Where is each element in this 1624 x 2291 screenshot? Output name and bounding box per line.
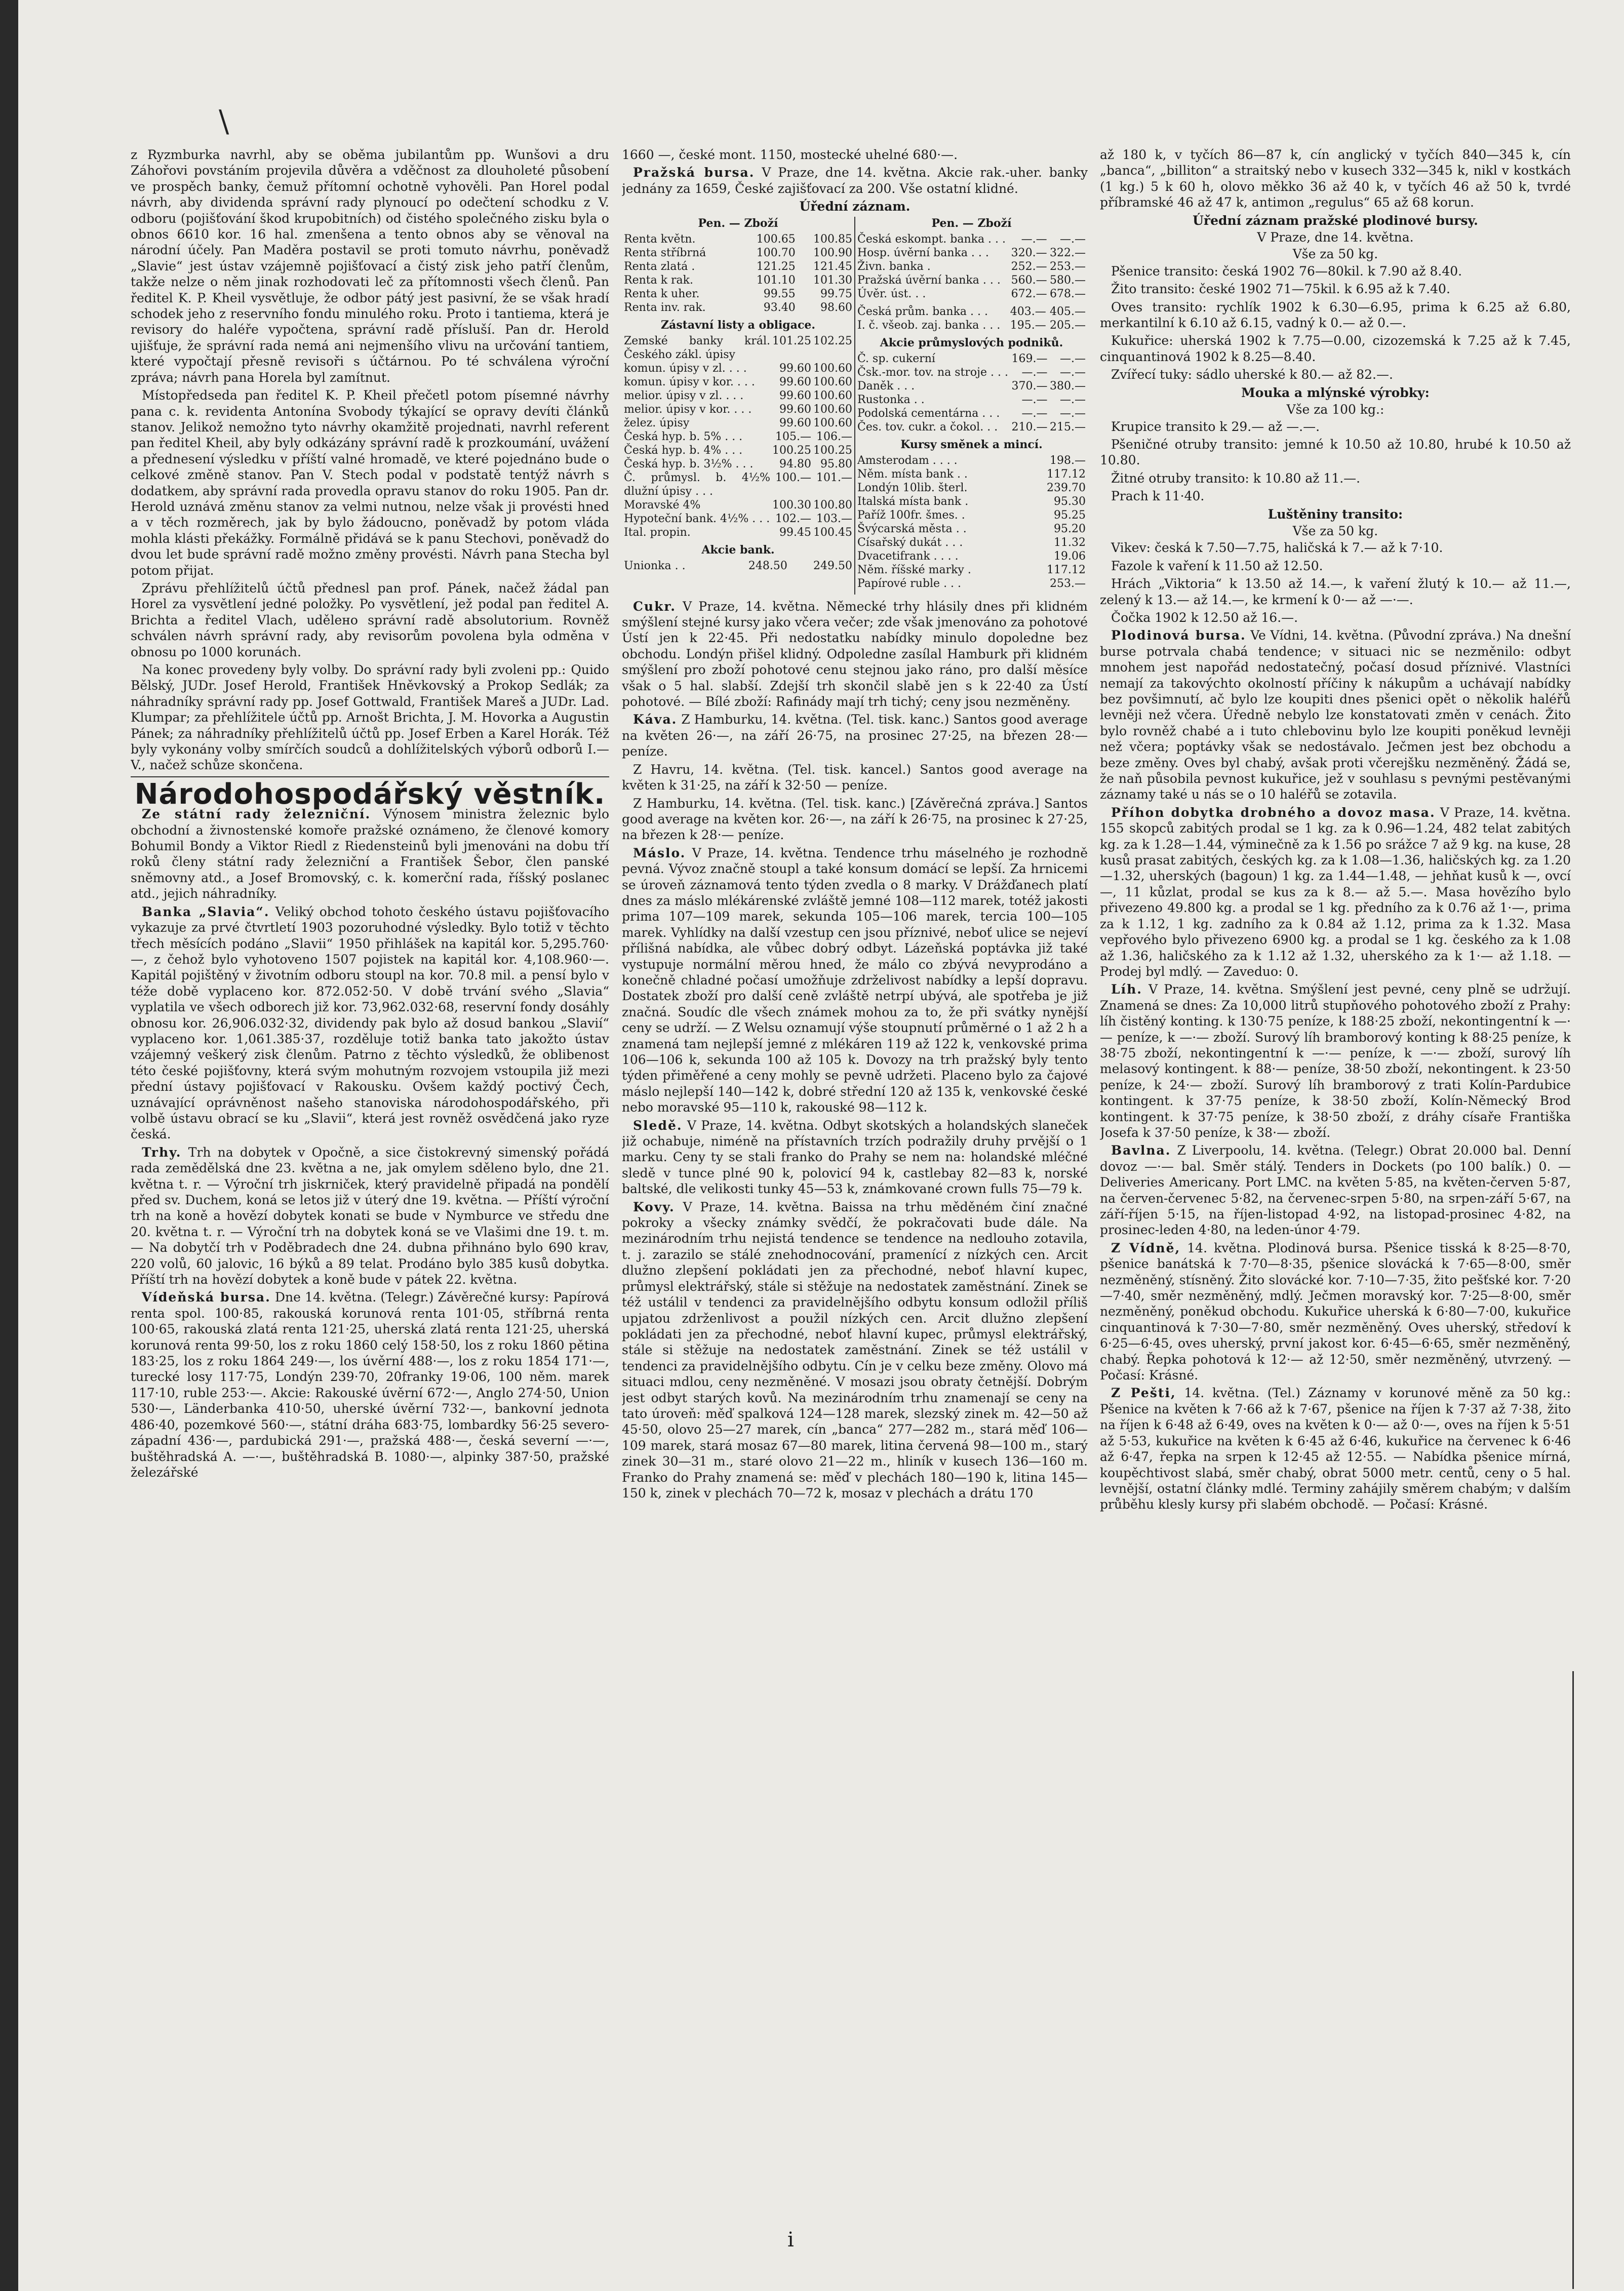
row-value: 215.— xyxy=(1050,420,1086,433)
table-row xyxy=(623,375,853,389)
article-paragraph: z Ryzmburka navrhl, aby se oběma jubilantům pp. Wunšovi a dru Záhořovi povstáním projevila důvěra a vděčnost za dlouholeté působení ve prospěch banky, čemuž přítomní ochotně vyhověli. Pan Horel podal návrh, aby dividenda správní rady plynoucí po odečtení schodku z V. odboru (pojišťování škod krupobitních) od čistého společného zisku byla o obnos 6610 kor. 16 hal. zmenšena a tento obnos aby se věnoval na národní účely. Pan Maděra postavil se proti tomuto návrhu, poněvadž „Slavie“ jest ústav vzájemně pojišťovací a čistý zisk jeho patří členům, takže nelze o něm jinak rozhodovati leč za přítomnosti všech členů. Pan ředitel K. P. Kheil vysvětluje, že odbor pátý jest pasivní, že se však hradí schodek jeho z reservního fondu minulého roku. Proto i tantiema, která je revisory do haléře vypočtena, správní radě přísluší. Pan dr. Herold ujišťuje, že správní rada nemá ani nejmenšího vlivu na určování tantiem, které vypočtají přesně revisoři s účtárnou. Po té schválena výroční zpráva; návrh pana Horela byl zamítnut. xyxy=(131,147,609,385)
table-row xyxy=(856,305,1087,319)
row-value: 117.12 xyxy=(1047,563,1086,576)
article-heading: Pražská bursa. xyxy=(633,165,755,180)
row-value: 253.— xyxy=(1050,260,1086,273)
article-heading: Z Pešti, xyxy=(1111,1386,1176,1401)
table-row xyxy=(623,512,853,526)
price-line: Pšeničné otruby transito: jemné k 10.50 až 10.80, hrubé k 10.50 až 10.80. xyxy=(1100,437,1571,468)
article-paragraph: až 180 k, v tyčích 86—87 k, cín anglický v tyčích 840—345 k, cín „banca“, „billiton“ a straitský nebo v kusech 332—345 k, nikl v kostkách (1 kg.) 5 k 60 h, olovo měkko 36 až 40 k, v tyčích 46 až 50 k, tvrdé příbramské 46 až 47 k, antimon „regulus“ 65 až 68 korun. xyxy=(1100,147,1571,210)
row-label: Česká hyp. b. 4% . . . xyxy=(624,444,743,457)
table-row xyxy=(856,508,1087,522)
row-value: 101.— xyxy=(816,471,852,484)
exchange-rates-table xyxy=(622,217,1088,595)
margin-rule xyxy=(1572,1671,1574,2289)
row-value: 672.— xyxy=(1011,287,1047,300)
row-label: Hypoteční bank. 4½% . . . xyxy=(624,512,770,525)
row-label: Živn. banka . xyxy=(857,260,931,273)
article-heading: Trhy. xyxy=(142,1144,182,1160)
row-value: 249.50 xyxy=(813,559,852,572)
column-header: Pen. — Zboží xyxy=(931,216,1012,230)
margin-tick-mark: \ xyxy=(219,104,229,139)
row-value: —.— xyxy=(1060,232,1086,246)
rates-list xyxy=(623,559,853,573)
row-value: 93.40 xyxy=(763,301,796,314)
article-text: 14. května. Plodinová bursa. Pšenice tisská k 8·25—8·70, pšenice banátská k 7·70—8·35, pšenice slovácká k 7·65—8·00, směr nezměněný, stísněný. Žito slovácké kor. 7·10—7·35, žito pešťské kor. 7·20—7·40, směr nezměněný, mdlý. Ječmen moravský kor. 7·25—8·00, směr nezměněný, poněkud obchodu. Kukuřice uherská k 6·80—7·00, kukuřice cinquantinová k 7·30—7·80, směr nezměněný. Oves uherský, středoví k 6·25—6·45, oves uherský, první jakost kor. 6·45—6·65, směr nezměněný, chabý. Řepka pohotová k 12·— až 12·50, směr nezměněný, utvrzený. — Počasí: Krásné. xyxy=(1100,1240,1571,1383)
row-label: Císařský dukát . . . xyxy=(857,536,963,549)
table-row xyxy=(856,577,1087,590)
row-value: 100.— xyxy=(775,471,812,484)
subsection-title: Akcie průmyslových podniků. xyxy=(880,336,1063,349)
row-value: 210.— xyxy=(1011,420,1048,433)
table-row xyxy=(623,273,853,287)
row-value: 100.60 xyxy=(813,389,852,402)
rates-list xyxy=(856,454,1087,590)
article-heading: Kovy. xyxy=(633,1199,675,1214)
article-paragraph: Zprávu přehlížitelů účtů přednesl pan prof. Pánek, načež žádal pan Horel za vysvětlení jedné položky. Po vysvětlení, jež podal pan ředitel A. Brichta a ředitel Vlach, udělено správní radě absolutorium. Rovněž schválen návrh správní rady, aby revisorům povolena byla odměna v obnosu po 1000 korunách. xyxy=(131,580,609,659)
article-heading: Máslo. xyxy=(633,845,686,860)
report-subtitle: V Praze, dne 14. května. xyxy=(1257,230,1414,245)
table-row xyxy=(856,366,1087,379)
row-value: 322.— xyxy=(1050,246,1086,259)
row-label: Čes. tov. cukr. a čokol. . . xyxy=(857,420,998,433)
row-value: 100.45 xyxy=(813,526,852,539)
row-label: Č. sp. cukerní xyxy=(857,352,935,365)
row-value: 253.— xyxy=(1050,577,1086,590)
row-value: 98.60 xyxy=(820,301,852,314)
table-right xyxy=(855,217,1088,595)
article-text: Veliký obchod tohoto českého ústavu pojišťovacího vykazuje za prvé čtvrtletí 1903 pozoruhodné výsledky. Bylo totiž v těchto třech měsících podáno „Slavii“ 1950 přihlášek na kapitál kor. 5,295.760·—, z čehož bylo vyhotoveno 1507 pojistek na kapitál kor. 4,108.960·—. Kapitál pojištěný v životním odboru stoupl na kor. 70.8 mil. a pensí bylo v téže době vyplaceno kor. 872.052·50. V době trvání svého „Slavia“ vyplatila ve všech odborech již kor. 73,962.032·68, reservní fondy dosáhly obnosu kor. 26,906.032·32, dividendy pak bylo až dosud bankou „Slavií“ vyplaceno kor. 1,061.385·37, rozděluje totiž banka tato jakožto ústav vzájemný veškerý zisk členům. Patrno z těchto výsledků, že oblibenost této české pojišťovny, která svým mohutným rozvojem vstoupila již mezi přední ústavy pojišťovací v Rakousku. Ovšem každý poctivý Čech, uznávající oprávněnost našeho stanoviska národohospodářského, při volbě ústavu obrací se ku „Slavii“, která jest rovněž osvědčená jako ryze česká. xyxy=(131,904,609,1142)
article-paragraph: Na konec provedeny byly volby. Do správní rady byli zvoleni pp.: Quido Bělský, JUDr. Josef Herold, František Hněvkovský a Prokop Sedlák; za náhradníky správní rady pp. Josef Gottwald, František Mareš a JUDr. Lad. Klumpar; za přehlížitele účtů pp. Arnošt Brichta, J. M. Hovorka a Augustin Pánek; za náhradníky přehlížitelů účtů pp. Josef Erben a Karel Horák. Též byly vykonány volby smírčích soudců a dohlížitelských výborů odborů I.—V., načež schůze skončena. xyxy=(131,662,609,773)
article-text: Trh na dobytek v Opočně, a sice čistokrevný simenský pořádá rada zemědělská dne 23. května a ne, jak omylem sděleno bylo, dne 21. května t. r. — Výroční trh jiskrniček, který pravidelně připadá na pondělí před sv. Duchem, koná se letos již v úterý dne 19. května. — Příští výroční trh na koně a hovězí dobytek konati se bude v Nymburce ve středu dne 20. května t. r. — Výroční trh na dobytek koná se ve Vlašimi dne 19. t. m. — Na dobytčí trh v Poděbradech dne 24. dubna přihnáno bylo 690 krav, 220 volů, 60 jalovic, 16 býků a 89 telat. Prodáno bylo 385 kusů dobytka. Příští trh na hovězí dobytek a koně bude v pátek 22. května. xyxy=(131,1144,609,1287)
row-value: 195.— xyxy=(1010,319,1046,332)
price-line: Pšenice transito: česká 1902 76—80kil. k 7.90 až 8.40. xyxy=(1111,263,1462,279)
article-text: V Praze, 14. května. Baissa na trhu měděném činí značné pokroky a všecky známky svědčí, že pokračovati bude dále. Na mezinárodním trhu nejistá tendence se tendence na nedlouho zotavila, t. j. zarazilo se stálé znehodnocování, pramenící z nízkých cen. Arcit dlužno zlepšení pokládati jen za přechodné, neboť hlavní kupec, průmysl elektrářský, stále si stěžuje na nedostatek zaměstnání. Zinek se též ustálil v tendenci za pravidelnějšího odbytu konsum odložil příliš upjatou zdrženlivost a použil nízkých cen. Arcit dlužno zlepšení pokládati jen za přechodné, neboť hlavní kupec, průmysl elektrářský, stále si stěžuje na nedostatek zaměstnání. Zinek se též ustálil v tendenci za pravidelnějšího odbytu. Cín je v celku beze změny. Olovo má situaci mdlou, ceny nezměněné. V mosazi jsou obraty četnější. Dobrým jest odbyt starých kovů. Na mezinárodním trhu znamenají se ceny na tato úroveň: měď spalková 124—128 marek, slezský zinek m. 42—50 až 45·50, olovo 25—27 marek, cín „banca“ 277—282 m., stará měď 106—109 marek, stará mosaz 67—80 marek, litina červená 98—100 m., starý zinek 30—31 m., staré olovo 21—22 m., hliník v kusech 136—160 m. Franko do Prahy znamená se: měď v plechách 180—190 k, litina 145—150 k, zinek v plechách 70—72 k, mosaz v plechách a drátu 170 xyxy=(622,1199,1088,1500)
row-value: 99.55 xyxy=(763,287,796,300)
table-row xyxy=(623,232,853,246)
report-subtitle: Vše za 50 kg. xyxy=(1292,523,1378,538)
row-value: —.— xyxy=(1060,366,1086,379)
article-paragraph: Z Havru, 14. května. (Tel. tisk. kancel.) Santos good average na květen k 31·25, na září k 32·50 — peníze. xyxy=(622,762,1088,793)
row-value: 100.25 xyxy=(772,444,812,457)
row-value: 99.60 xyxy=(779,389,812,402)
row-value: 320.— xyxy=(1011,246,1047,259)
row-value: 100.80 xyxy=(813,498,852,511)
table-row xyxy=(623,430,853,444)
subsection-title: Kursy směnek a mincí. xyxy=(900,438,1043,451)
row-label: Čsk.-mor. tov. na stroje . . . xyxy=(857,366,1008,379)
column-header: Pen. — Zboží xyxy=(698,216,778,230)
table-row xyxy=(856,467,1087,481)
row-value: 99.60 xyxy=(779,375,812,388)
row-label: Renta k rak. xyxy=(624,273,693,287)
row-value: 100.60 xyxy=(813,375,852,388)
table-row xyxy=(856,495,1087,508)
row-label: Moravské 4% xyxy=(624,498,701,511)
table-left xyxy=(622,217,855,595)
table-row xyxy=(856,379,1087,393)
row-label: Italská místa bank . xyxy=(857,495,969,508)
rates-list xyxy=(856,352,1087,434)
row-label: Renta zlatá . xyxy=(624,260,695,273)
column-2 xyxy=(622,147,1088,2248)
row-value: 102.25 xyxy=(813,334,852,347)
row-value: 99.45 xyxy=(779,526,812,539)
row-value: 560.— xyxy=(1011,273,1047,287)
row-value: 101.30 xyxy=(813,273,852,287)
table-row xyxy=(623,301,853,314)
table-row xyxy=(623,287,853,301)
row-label: Unionka . . xyxy=(624,559,686,572)
row-value: 248.50 xyxy=(748,559,787,572)
subsection-title: Zástavní listy a obligace. xyxy=(661,318,815,332)
price-line: Vikev: česká k 7.50—7.75, haličská k 7.— až k 7·10. xyxy=(1111,540,1443,556)
article-heading: Bavlna. xyxy=(1111,1143,1171,1158)
row-label: Papírové ruble . . . xyxy=(857,577,962,590)
article-text: Výnosem ministra železnic bylo obchodní a živnostenské komoře pražské oznámeno, že členové komory Bohumil Bondy a Viktor Riedl z Riedensteinů byli jmenováni na dobu tří roků členy státní rady železniční a František Šebor, člen panské sněmovny atd., a Josef Bromovský, c. k. komerční rada, říšský poslanec atd., jejich náhradníky. xyxy=(131,807,609,901)
row-value: —.— xyxy=(1060,393,1086,406)
row-label: Hosp. úvěrní banka . . . xyxy=(857,246,989,259)
row-value: 580.— xyxy=(1050,273,1086,287)
table-row xyxy=(623,362,853,375)
row-value: 198.— xyxy=(1050,454,1086,467)
row-label: Něm. místa bank . . xyxy=(857,467,968,481)
row-value: 100.70 xyxy=(756,246,796,259)
price-line: Žitné otruby transito: k 10.80 až 11.—. xyxy=(1111,470,1361,486)
divider xyxy=(131,776,609,777)
row-label: Česká eskompt. banka . . . xyxy=(857,232,1006,246)
row-value: 100.65 xyxy=(756,232,796,246)
article-heading: Líh. xyxy=(1111,982,1142,997)
price-line: Prach k 11·40. xyxy=(1111,489,1205,504)
report-subtitle: Vše za 100 kg.: xyxy=(1286,402,1384,417)
row-value: 100.85 xyxy=(813,232,852,246)
article-heading: Banka „Slavia“. xyxy=(142,904,270,919)
price-line: Krupice transito k 29.— až —.—. xyxy=(1111,419,1320,434)
row-value: 100.60 xyxy=(813,362,852,375)
table-row xyxy=(623,403,853,416)
row-label: komun. úpisy v kor. . . . xyxy=(624,375,755,388)
report-subtitle: Vše za 50 kg. xyxy=(1292,247,1378,262)
row-value: —.— xyxy=(1021,232,1047,246)
row-label: Daněk . . . xyxy=(857,379,915,392)
table-row xyxy=(856,246,1087,260)
row-value: 403.— xyxy=(1010,305,1046,318)
row-value: 121.45 xyxy=(813,260,852,273)
row-value: 101.25 xyxy=(772,334,812,347)
table-row xyxy=(623,444,853,457)
article-heading: Ze státní rady železniční. xyxy=(142,807,371,822)
row-label: Česká hyp. b. 5% . . . xyxy=(624,430,743,443)
rates-list xyxy=(623,232,853,314)
article-paragraph: Místopředseda pan ředitel K. P. Kheil přečetl potom písemné návrhy pana c. k. revidenta Antonína Svobody týkající se opravy devíti článků stanov. Jelikož nemožno tyto návrhy okamžitě projednati, navrhl referent pan ředitel Kheil, aby byly odkázány správní radě k prozkoumání, uvážení a přednesení výsledku v příští valné hromadě, ve které pojednáno bude o celkové změně stanov. Pan V. Stech podal v podstatě tentýž návrh s dodatkem, aby správní rada provedla opravu stanov do roku 1905. Pan dr. Herold uznává změnu stanov za velmi nutnou, nelze však ji provésti hned a v těch rozměrech, jak by bylo žádoucno, poněvadž by potom vláda mohla klásti překážky. Formálně přidává se k panu Stechovi, poněvadž do dvou let bude správní radě možno změny provésti. Návrh pana Stecha byl potom přijat. xyxy=(131,388,609,578)
article-text: V Praze, 14. května. Smýšlení jest pevné, ceny plně se udržují. Znamená se dnes: Za 10,000 litrů stupňového pohotového zboží z Prahy: líh čistěný konting. k 130·75 peníze, k 188·25 zboží, nekontingentní k —·— peníze, k —·— zboží. Surový líh bramborový konting k 88·25 peníze, k 38·75 zboží, nekontingentní k —·— peníze, k —·— zboží, surový líh melasový kontingent. k 88·— peníze, 38·50 zboží, nekontingent. k 23·50 peníze, k 24·— zboží. Surový líh bramborový z trati Kolín-Pardubice kontingent. k 37·75 peníze, k 38·50 zboží, Kolín-Německý Brod kontingent. k 37·75 peníze, k 38·50 zboží, z dráhy císaře Františka Josefa k 37·50 peníze, k 38·— zboží. xyxy=(1100,982,1571,1140)
row-label: Pražská úvěrní banka . . . xyxy=(857,273,1001,287)
row-value: 100.30 xyxy=(772,498,812,511)
row-value: 100.60 xyxy=(813,416,852,429)
row-value: 380.— xyxy=(1050,379,1086,392)
section-title: Národohospodářský věstník. xyxy=(134,777,606,811)
row-label: komun. úpisy v zl. . . . xyxy=(624,362,747,375)
row-value: 95.20 xyxy=(1054,522,1086,535)
row-value: 99.75 xyxy=(820,287,852,300)
article-heading: Káva. xyxy=(633,712,678,727)
table-row xyxy=(856,481,1087,495)
row-value: —.— xyxy=(1021,393,1048,406)
article-paragraph: Z Hamburku, 14. května. (Tel. tisk. kanc.) [Závěrečná zpráva.] Santos good average na květen kor. 26·—, na září k 26·75, na prosinec k 27·25, na březen k 28·— peníze. xyxy=(622,796,1088,843)
article-text: Z Hamburku, 14. května. (Tel. tisk. kanc.) Santos good average na květen 26·—, na září 26·75, na prosinec 27·25, na březen 28·— peníze. xyxy=(622,712,1088,759)
row-value: 99.60 xyxy=(779,362,812,375)
row-label: Zemské banky král. Českého zákl. úpisy xyxy=(624,334,771,361)
article-paragraph: 1660 —, české mont. 1150, mostecké uhelné 680·—. xyxy=(622,147,958,162)
report-title: Luštěniny transito: xyxy=(1267,506,1403,522)
page-binding-edge xyxy=(0,0,18,2291)
row-label: melior. úpisy v zl. . . . xyxy=(624,389,744,402)
article-text: Z Liverpoolu, 14. května. (Telegr.) Obrat 20.000 bal. Denní dovoz —·— bal. Směr stálý. Tenders in Dockets (po 100 balík.) 0. — Deliveries Americany. Port LMC. na květen 5·85, na květen-červen 5·87, na červen-červenec 5·82, na červenec-srpen 5·80, na srpen-září 5·67, na září-říjen 5·15, na říjen-listopad 4·92, na listopad-prosinec 4·82, na prosinec-leden 4·80, na leden-únor 4·79. xyxy=(1100,1143,1571,1238)
table-row xyxy=(856,260,1087,273)
row-label: melior. úpisy v kor. . . . xyxy=(624,403,752,416)
table-row xyxy=(856,319,1087,332)
row-value: 19.06 xyxy=(1054,549,1086,563)
row-value: 105.— xyxy=(775,430,812,443)
price-line: Hrách „Viktoria“ k 13.50 až 14.—, k vaření žlutý k 10.— až 11.—, zelený k 13.— až 14.—, ke krmení k 0·— až —·—. xyxy=(1100,576,1571,607)
column-1 xyxy=(131,147,609,2248)
table-row xyxy=(623,559,853,573)
row-value: 101.10 xyxy=(756,273,796,287)
rates-list xyxy=(856,305,1087,332)
article-text: Ve Vídni, 14. května. (Původní zpráva.) Na dnešní burse potrvala chabá tendence; v situaci nic se nezměnilo: odbyt mnohem jest napořád nedostatečný, počasí dosud příznivé. Vlastníci nemají za takovýchto okolností příčiny k nákupům a uchávají nabídky bez povšimnutí, ač bylo lze koupiti dnes pšenici opět o několik haléřů levněji než včera. Úředně nebylo lze konstatovati změn v cenách. Žito bylo rovněž chabé a i tuto chlebovinu bylo lze koupiti poněkud levněji než včera; poptávky však se nedostávalo. Ječmen jest bez obchodu a beze změny. Oves byl chabý, avšak proti včerejšku nezměněný. Žádá se, že naň působila pevnost kukuřice, jež v souhlasu s pevnými pestěvanými záznamy také u nás se o 10 haléřů se zotavila. xyxy=(1100,628,1571,802)
report-title: Mouka a mlýnské výrobky: xyxy=(1241,385,1430,400)
price-line: Oves transito: rychlík 1902 k 6.30—6.95, prima k 6.25 až 6.80, merkantilní k 6.10 až 6.15, vadný k 0.— až 0.—. xyxy=(1100,299,1571,331)
row-value: 100.25 xyxy=(813,444,852,457)
price-line: Čočka 1902 k 12.50 až 16.—. xyxy=(1111,610,1298,625)
article-text: V Praze, 14. května. Tendence trhu máselného je rozhodně pevná. Vývoz značně stoupl a také konsum domácí se lepší. Za hrnicemi se úroveň záznamová tento týden zvedla o 8 marky. V Drážďanech platí dnes za máslo mlékárenské zvláště jemné 108—112 marek, totéž jakosti prima 107—109 marek, sekunda 105—106 marek, tercia 100—105 marek. Vyhlídky na další vzestup cen jsou příznivé, neboť ulice se nejeví přílišná nabídka, ale vůbec dobrý odbyt. Lázeňská poptávka již také vystupuje normální měrou hned, že málo co zbývá nevyprodáno a konečně chladné počasí umožňuje zdrželivost nabídky a lepší dopravu. Dostatek zboží pro další ceně zvláště netrpí ubývá, ale spotřeba je již značná. Soudíc dle všech známek mohou za to, že při svátky nynější ceny se udrží. — Z Welsu oznamují výše stoupnutí průměrné o 1 až 2 h a znamená tam nejlepší jemné z mlékáren 119 až 122 k, venkovské prima 106—106 k, sekunda 100 až 105 k. Dovozy na trh pražský byly tento týden přiměřené a ceny mohly se pevně udržeti. Placeno bylo za čajové máslo nejlepší 140—142 k, dobré střední 120 až 135 k, venkovské české nebo moravské 95—110 k, rakouské 98—112 k. xyxy=(622,845,1088,1115)
table-row xyxy=(856,420,1087,434)
row-value: 95.25 xyxy=(1054,508,1086,522)
table-row xyxy=(856,454,1087,467)
row-value: 11.32 xyxy=(1054,536,1086,549)
row-value: 252.— xyxy=(1011,260,1047,273)
row-value: 106.— xyxy=(816,430,852,443)
table-row xyxy=(623,246,853,260)
row-label: Švýcarská města . . xyxy=(857,522,967,535)
article-text: V Praze, 14. května. 155 skopců zabitých prodal se 1 kg. za k 0.96—1.24, 482 telat zabitých kg. za k 1.28—1.44, výminečně za k 1.56 po srážce 7 až 9 kg. na kuse, 28 kusů prasat zabitých, českých kg. za k 1.08—1.36, haličských kg. za 1.20—1.32, uherských (bagoun) 1 kg. za 1.44—1.48, — jehňat kusů k —, ovcí —, 11 kůzlat, prodal se kus za k 8.— až 5.—. Masa hovězího bylo přivezeno 49.800 kg. a prodal se 1 kg. předního za k 0.76 až 1·—, prima za k 1.12, 1 kg. zadního za k 0.84 až 1.12, prima za k 1.32. Masa vepřového bylo přivezeno 6900 kg. a prodal se 1 kg. českého za k 1.08 až 1.36, haličského za k 1.12 až 1.32, uherského za k 1·— až 1.18. — Prodej byl mdlý. — Zaveduo: 0. xyxy=(1100,805,1571,979)
row-value: 99.60 xyxy=(779,416,812,429)
price-line: Žito transito: české 1902 71—75kil. k 6.95 až k 7.40. xyxy=(1111,282,1450,297)
row-value: 100.60 xyxy=(813,403,852,416)
row-label: Londýn 10lib. šterl. xyxy=(857,481,968,494)
row-value: 169.— xyxy=(1011,352,1048,365)
table-row xyxy=(623,260,853,273)
table-row xyxy=(856,563,1087,577)
article-heading: Sledě. xyxy=(633,1118,683,1133)
row-label: I. č. všeob. zaj. banka . . . xyxy=(857,319,1001,332)
row-value: —.— xyxy=(1021,366,1048,379)
row-value: —.— xyxy=(1060,352,1086,365)
report-title: Úřední záznam pražské plodinové bursy. xyxy=(1193,213,1478,228)
table-row xyxy=(623,471,853,498)
row-label: Paříž 100fr. šmes. . xyxy=(857,508,965,522)
row-label: Česká hyp. b. 3½% . . . xyxy=(624,457,754,470)
table-row xyxy=(856,549,1087,563)
article-text: Dne 14. května. (Telegr.) Závěrečné kursy: Papírová renta spol. 100·85, rakouská korunová renta 101·05, stříbrná renta 100·65, rakouská zlatá renta 121·25, uherská zlatá renta 121·25, uherská korunová renta 99·50, los z roku 1860 celý 158·50, los z roku 1860 pětina 183·25, los z roku 1864 249·—, los úvěrní 488·—, los z roku 1854 171·—, turecké losy 117·75, Londýn 239·70, 20franky 19·06, 100 něm. marek 117·10, ruble 253·—. Akcie: Rakouské úvěrní 672·—, Anglo 274·50, Union 530·—, Länderbanka 410·50, uherské úvěrní 732·—, bankovní jednota 486·40, pozemkové 560·—, státní dráha 683·75, lombardky 56·25 severo-západní 436·—, pardubická 291·—, pražská 488·—, česká severní —·—, buštěhradská A. —·—, buštěhradská B. 1080·—, alpinky 387·50, pražské železářské xyxy=(131,1290,609,1480)
row-label: Renta stříbrná xyxy=(624,246,706,259)
article-text: V Praze, dne 14. května. Akcie rak.-uher. banky jednány za 1659, České zajišťovací za 200. Vše ostatní klidné. xyxy=(622,165,1088,196)
row-label: Rustonka . . xyxy=(857,393,925,406)
article-heading: Cukr. xyxy=(633,599,676,614)
table-row xyxy=(856,407,1087,420)
row-label: Něm. říšské marky . xyxy=(857,563,971,576)
row-label: Česká prům. banka . . . xyxy=(857,305,988,318)
article-heading: Plodinová bursa. xyxy=(1111,628,1246,643)
article-heading: Z Vídně, xyxy=(1111,1240,1181,1255)
row-label: Renta květn. xyxy=(624,232,696,246)
table-row xyxy=(623,416,853,430)
page-mark: i xyxy=(787,2228,794,2252)
table-row xyxy=(856,393,1087,407)
row-label: Úvěr. úst. . . xyxy=(857,287,926,300)
table-row xyxy=(623,526,853,539)
row-value: 121.25 xyxy=(756,260,796,273)
row-label: Renta inv. rak. xyxy=(624,301,706,314)
row-value: 99.60 xyxy=(779,403,812,416)
table-row xyxy=(856,536,1087,549)
price-line: Fazole k vaření k 11.50 až 12.50. xyxy=(1111,558,1323,573)
table-row xyxy=(856,273,1087,287)
article-heading: Příhon dobytka drobného a dovoz masa. xyxy=(1111,805,1436,820)
article-heading: Vídeňská bursa. xyxy=(142,1290,271,1305)
row-label: Č. průmysl. b. 4½% dlužní úpisy . . . xyxy=(624,471,771,498)
table-row xyxy=(623,389,853,403)
row-value: 370.— xyxy=(1011,379,1048,392)
table-title: Úřední záznam. xyxy=(799,199,910,214)
price-line: Zvířecí tuky: sádlo uherské k 80.— až 82.—. xyxy=(1111,367,1393,382)
rates-list xyxy=(623,334,853,539)
table-row xyxy=(623,498,853,512)
article-text: V Praze, 14. května. Německé trhy hlásily dnes při klidném smýšlení stejné kursy jako včera večer; zde však jmenováno za pohotové Ústí jen k 22·45. Při nedostatku nabídky minulo dopoledne bez obchodu. Londýn přišel klidný. Odpoledne zasílal Hamburk při klidném smýšlení pro zboží pohotové cenu stejnou jako ráno, pro další měsíce však o 5 hal. slabší. Zdejší trh skončil slabě jen s k 22·40 za Ústí pohotové. — Bílé zboží: Rafinády mají trh tichý; ceny jsou nezměněny. xyxy=(622,599,1088,709)
price-line: Kukuřice: uherská 1902 k 7.75—0.00, cizozemská k 7.25 až k 7.45, cinquantinová 1902 k 8.25—8.40. xyxy=(1100,333,1571,364)
row-value: —.— xyxy=(1021,407,1048,420)
table-row xyxy=(856,232,1087,246)
row-value: 405.— xyxy=(1050,305,1086,318)
row-label: želez. úpisy xyxy=(624,416,690,429)
row-value: 678.— xyxy=(1050,287,1086,300)
row-value: 117.12 xyxy=(1047,467,1086,481)
row-value: 95.80 xyxy=(820,457,852,470)
row-label: Ital. propin. xyxy=(624,526,691,539)
table-row xyxy=(856,287,1087,301)
row-label: Podolská cementárna . . . xyxy=(857,407,1000,420)
table-row xyxy=(623,334,853,362)
row-value: 103.— xyxy=(816,512,852,525)
row-label: Amsterodam . . . . xyxy=(857,454,958,467)
row-value: 102.— xyxy=(775,512,812,525)
row-value: 239.70 xyxy=(1047,481,1086,494)
article-text: V Praze, 14. května. Odbyt skotských a holandských slaneček již ochabuje, niméně na přístavních trzích podražily druhy prvější o 1 marku. Ceny ty se stali franko do Prahy se nem na: holandské mléčné sledě v tunce plné 90 k, polovicí 94 k, castlebay 82—83 k, norské baltské, dle velikosti tunky 45—53 k, známkované crown fulls 75—79 k. xyxy=(622,1118,1088,1197)
column-3 xyxy=(1100,147,1571,2248)
row-value: 205.— xyxy=(1050,319,1086,332)
row-value: 100.90 xyxy=(813,246,852,259)
row-label: Renta k uher. xyxy=(624,287,700,300)
table-row xyxy=(856,352,1087,366)
article-text: 14. května. (Tel.) Záznamy v korunové měně za 50 kg.: Pšenice na květen k 7·66 až k 7·67, pšenice na říjen k 7·37 až 7·38, žito na říjen k 6·48 až 6·49, oves na květen k 0·— až 0·—, oves na říjen k 5·51 až 5·53, kukuřice na květen k 6·45 až 6·46, kukuřice na červenec k 6·46 až 6·47, řepka na srpen k 12·45 až 12·55. — Nabídka pšenice mírná, koupěchtivost slabá, směr chabý, obrat 5000 metr. centů, ceny o 5 hal. levnější, ostatní články mdlé. Terminy zahájily směrem chabým; v dalším průběhu klesly kursy při slabém obchodě. — Počasí: Krásné. xyxy=(1100,1386,1571,1512)
rates-list xyxy=(856,232,1087,301)
table-row xyxy=(856,522,1087,536)
row-value: 94.80 xyxy=(779,457,812,470)
row-label: Dvacetifrank . . . . xyxy=(857,549,959,563)
subsection-title: Akcie bank. xyxy=(701,543,775,557)
row-value: 95.30 xyxy=(1054,495,1086,508)
table-row xyxy=(623,457,853,471)
row-value: —.— xyxy=(1060,407,1086,420)
